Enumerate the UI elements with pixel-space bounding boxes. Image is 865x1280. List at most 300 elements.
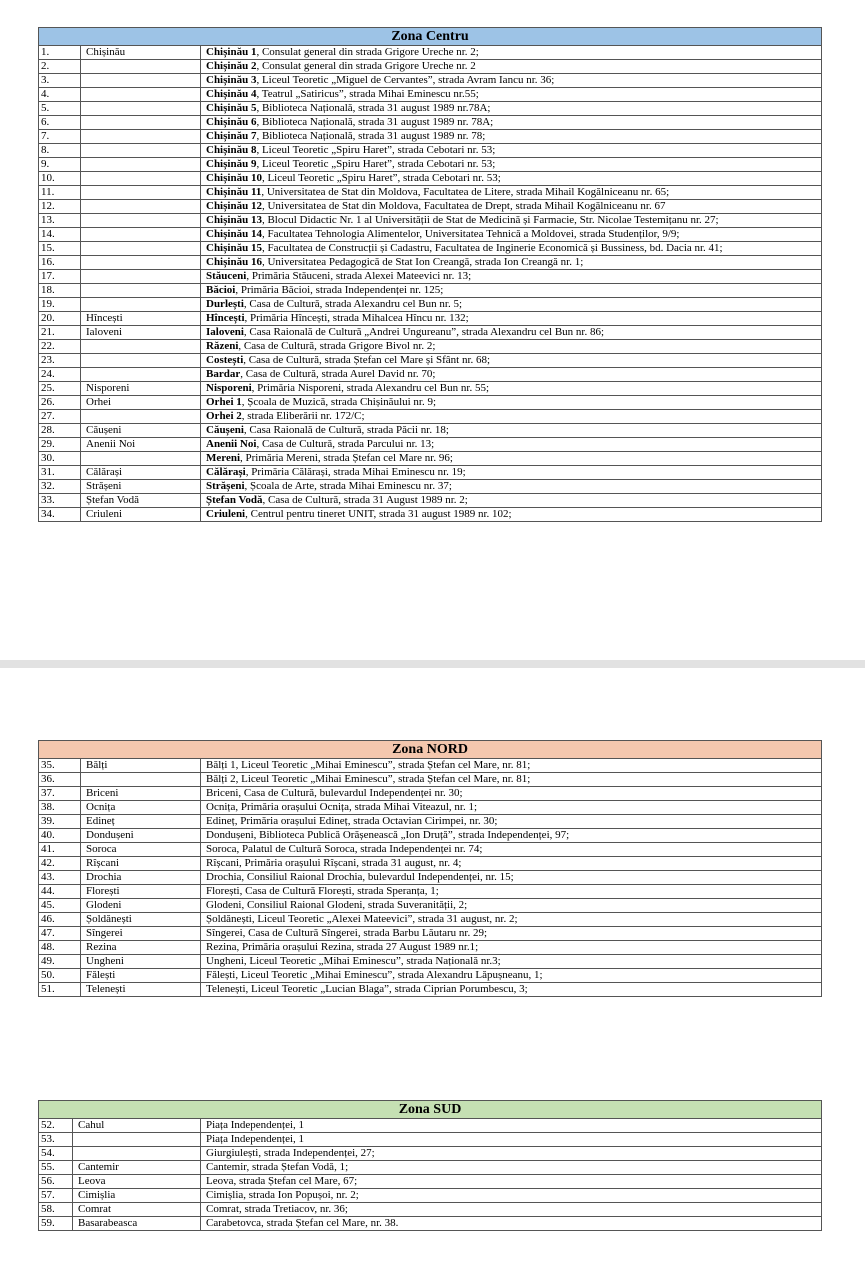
locality-cell xyxy=(81,172,201,186)
station-name: Criuleni xyxy=(206,508,246,520)
locality-cell: Șoldănești xyxy=(81,913,201,927)
station-name: Chișinău 15 xyxy=(206,242,262,254)
table-row xyxy=(39,200,822,214)
station-name: Chișinău 2 xyxy=(206,60,257,72)
table-row xyxy=(39,354,822,368)
address-cell: Briceni, Casa de Cultură, bulevardul Independenței nr. 30; xyxy=(201,787,822,801)
station-address: , Centrul pentru tineret UNIT, strada 31 august 1989 nr. 102; xyxy=(245,508,512,520)
row-number: 22. xyxy=(39,340,81,354)
table-row xyxy=(39,312,822,326)
locality-cell xyxy=(73,1133,201,1147)
station-name: Chișinău 11 xyxy=(206,186,262,198)
row-number: 33. xyxy=(39,494,81,508)
locality-cell: Edineț xyxy=(81,815,201,829)
address-cell: Cimișlia, strada Ion Popușoi, nr. 2; xyxy=(201,1189,822,1203)
locality-cell: Criuleni xyxy=(81,508,201,522)
address-cell xyxy=(201,270,822,284)
locality-cell xyxy=(81,298,201,312)
station-address: , Biblioteca Națională, strada 31 august 1989 nr.78A; xyxy=(256,102,491,114)
station-address: , Biblioteca Națională, strada 31 august 1989 nr. 78A; xyxy=(256,116,494,128)
station-name: Chișinău 12 xyxy=(206,200,262,212)
address-cell xyxy=(201,256,822,270)
table-row xyxy=(39,857,822,871)
table-row xyxy=(39,941,822,955)
locality-cell xyxy=(81,60,201,74)
table-row xyxy=(39,256,822,270)
row-number: 26. xyxy=(39,396,81,410)
row-number: 48. xyxy=(39,941,81,955)
table-row xyxy=(39,829,822,843)
address-cell xyxy=(201,494,822,508)
address-cell: Florești, Casa de Cultură Florești, strada Speranța, 1; xyxy=(201,885,822,899)
table-row xyxy=(39,913,822,927)
address-cell xyxy=(201,144,822,158)
station-name: Orhei 2 xyxy=(206,410,242,422)
locality-cell xyxy=(81,158,201,172)
locality-cell: Dondușeni xyxy=(81,829,201,843)
station-name: Chișinău 6 xyxy=(206,116,257,128)
address-cell: Dondușeni, Biblioteca Publică Orășenească „Ion Druță”, strada Independenței, 97; xyxy=(201,829,822,843)
row-number: 39. xyxy=(39,815,81,829)
row-number: 59. xyxy=(39,1217,73,1231)
row-number: 36. xyxy=(39,773,81,787)
row-number: 27. xyxy=(39,410,81,424)
page-divider xyxy=(0,660,865,668)
address-cell: Edineț, Primăria orașului Edineț, strada Octavian Cirimpei, nr. 30; xyxy=(201,815,822,829)
row-number: 18. xyxy=(39,284,81,298)
station-address: , Casa de Cultură, strada Grigore Bivol nr. 2; xyxy=(238,340,436,352)
table-row xyxy=(39,368,822,382)
table-row xyxy=(39,452,822,466)
address-cell: Giurgiulești, strada Independenței, 27; xyxy=(201,1147,822,1161)
station-name: Anenii Noi xyxy=(206,438,257,450)
station-address: , Consulat general din strada Grigore Ureche nr. 2 xyxy=(256,60,476,72)
table-row xyxy=(39,1133,822,1147)
table-row xyxy=(39,284,822,298)
row-number: 20. xyxy=(39,312,81,326)
address-cell xyxy=(201,172,822,186)
station-address: , Școala de Muzică, strada Chișinăului nr. 9; xyxy=(241,396,437,408)
station-address: , Liceul Teoretic „Spiru Haret”, strada Cebotari nr. 53; xyxy=(261,172,501,184)
row-number: 47. xyxy=(39,927,81,941)
address-cell xyxy=(201,382,822,396)
row-number: 55. xyxy=(39,1161,73,1175)
address-cell xyxy=(201,214,822,228)
address-cell: Ocnița, Primăria orașului Ocnița, strada Mihai Viteazul, nr. 1; xyxy=(201,801,822,815)
address-cell: Cantemir, strada Ștefan Vodă, 1; xyxy=(201,1161,822,1175)
station-address: , Școala de Arte, strada Mihai Eminescu nr. 37; xyxy=(244,480,452,492)
table-row xyxy=(39,773,822,787)
station-name: Chișinău 9 xyxy=(206,158,257,170)
address-cell xyxy=(201,102,822,116)
station-name: Mereni xyxy=(206,452,241,464)
row-number: 24. xyxy=(39,368,81,382)
table-row xyxy=(39,885,822,899)
station-name: Chișinău 13 xyxy=(206,214,262,226)
locality-cell: Cantemir xyxy=(73,1161,201,1175)
table-row xyxy=(39,494,822,508)
locality-cell xyxy=(81,270,201,284)
locality-cell: Ialoveni xyxy=(81,326,201,340)
station-name: Chișinău 16 xyxy=(206,256,262,268)
station-address: , Primăria Nisporeni, strada Alexandru cel Bun nr. 55; xyxy=(251,382,490,394)
locality-cell xyxy=(81,340,201,354)
row-number: 50. xyxy=(39,969,81,983)
row-number: 35. xyxy=(39,759,81,773)
table-row xyxy=(39,172,822,186)
table-row xyxy=(39,214,822,228)
locality-cell: Orhei xyxy=(81,396,201,410)
table-row xyxy=(39,955,822,969)
station-address: , Casa de Cultură, strada Aurel David nr. 70; xyxy=(240,368,436,380)
row-number: 10. xyxy=(39,172,81,186)
row-number: 29. xyxy=(39,438,81,452)
row-number: 23. xyxy=(39,354,81,368)
address-cell: Fălești, Liceul Teoretic „Mihai Eminescu”, strada Alexandru Lăpușneanu, 1; xyxy=(201,969,822,983)
address-cell xyxy=(201,424,822,438)
zone-centru-title: Zona Centru xyxy=(39,28,822,46)
table-row xyxy=(39,326,822,340)
locality-cell xyxy=(73,1147,201,1161)
row-number: 4. xyxy=(39,88,81,102)
row-number: 44. xyxy=(39,885,81,899)
address-cell: Rezina, Primăria orașului Rezina, strada 27 August 1989 nr.1; xyxy=(201,941,822,955)
address-cell xyxy=(201,326,822,340)
station-name: Costești xyxy=(206,354,244,366)
locality-cell: Florești xyxy=(81,885,201,899)
locality-cell xyxy=(81,88,201,102)
table-row xyxy=(39,843,822,857)
locality-cell: Ungheni xyxy=(81,955,201,969)
row-number: 42. xyxy=(39,857,81,871)
table-row xyxy=(39,508,822,522)
zone-nord-table xyxy=(38,740,822,997)
locality-cell xyxy=(81,102,201,116)
address-cell: Piața Independenței, 1 xyxy=(201,1133,822,1147)
row-number: 3. xyxy=(39,74,81,88)
station-name: Orhei 1 xyxy=(206,396,242,408)
locality-cell: Strășeni xyxy=(81,480,201,494)
locality-cell xyxy=(81,773,201,787)
address-cell xyxy=(201,158,822,172)
station-name: Chișinău 10 xyxy=(206,172,262,184)
station-name: Nisporeni xyxy=(206,382,252,394)
locality-cell xyxy=(81,228,201,242)
station-address: , Liceul Teoretic „Miguel de Cervantes”, strada Avram Iancu nr. 36; xyxy=(256,74,555,86)
row-number: 41. xyxy=(39,843,81,857)
locality-cell: Glodeni xyxy=(81,899,201,913)
station-address: , Casa de Cultură, strada Ștefan cel Mare și Sfânt nr. 68; xyxy=(243,354,491,366)
address-cell xyxy=(201,242,822,256)
table-row xyxy=(39,1203,822,1217)
address-cell: Soroca, Palatul de Cultură Soroca, strada Independenței nr. 74; xyxy=(201,843,822,857)
row-number: 25. xyxy=(39,382,81,396)
table-row xyxy=(39,102,822,116)
address-cell: Drochia, Consiliul Raional Drochia, bulevardul Independenței, nr. 15; xyxy=(201,871,822,885)
row-number: 9. xyxy=(39,158,81,172)
locality-cell: Anenii Noi xyxy=(81,438,201,452)
locality-cell xyxy=(81,354,201,368)
table-row xyxy=(39,130,822,144)
table-row xyxy=(39,927,822,941)
table-row xyxy=(39,186,822,200)
row-number: 14. xyxy=(39,228,81,242)
station-address: , Liceul Teoretic „Spiru Haret”, strada Cebotari nr. 53; xyxy=(256,158,496,170)
station-address: , Casa de Cultură, strada Parcului nr. 13; xyxy=(256,438,435,450)
station-name: Chișinău 3 xyxy=(206,74,257,86)
table-row xyxy=(39,1175,822,1189)
row-number: 30. xyxy=(39,452,81,466)
address-cell xyxy=(201,508,822,522)
station-name: Răzeni xyxy=(206,340,239,352)
station-name: Durlești xyxy=(206,298,244,310)
station-address: , Teatrul „Satiricus”, strada Mihai Eminescu nr.55; xyxy=(256,88,479,100)
address-cell xyxy=(201,46,822,60)
locality-cell xyxy=(81,74,201,88)
table-row xyxy=(39,815,822,829)
locality-cell xyxy=(81,368,201,382)
address-cell: Bălți 2, Liceul Teoretic „Mihai Eminescu”, strada Ștefan cel Mare, nr. 81; xyxy=(201,773,822,787)
address-cell xyxy=(201,186,822,200)
locality-cell: Rîșcani xyxy=(81,857,201,871)
station-address: , Casa de Cultură, strada 31 August 1989 nr. 2; xyxy=(262,494,468,506)
address-cell: Piața Independenței, 1 xyxy=(201,1119,822,1133)
locality-cell xyxy=(81,452,201,466)
station-address: , Primăria Băcioi, strada Independenței nr. 125; xyxy=(235,284,444,296)
address-cell xyxy=(201,410,822,424)
station-address: , strada Eliberării nr. 172/C; xyxy=(241,410,365,422)
table-row xyxy=(39,242,822,256)
address-cell: Glodeni, Consiliul Raional Glodeni, strada Suveranității, 2; xyxy=(201,899,822,913)
address-cell xyxy=(201,88,822,102)
station-address: , Primăria Călărași, strada Mihai Eminescu nr. 19; xyxy=(245,466,466,478)
locality-cell xyxy=(81,130,201,144)
table-row xyxy=(39,298,822,312)
locality-cell xyxy=(81,116,201,130)
table-row xyxy=(39,480,822,494)
address-cell: Telenești, Liceul Teoretic „Lucian Blaga”, strada Ciprian Porumbescu, 3; xyxy=(201,983,822,997)
station-name: Hîncești xyxy=(206,312,245,324)
table-row xyxy=(39,899,822,913)
locality-cell: Fălești xyxy=(81,969,201,983)
locality-cell: Rezina xyxy=(81,941,201,955)
row-number: 34. xyxy=(39,508,81,522)
address-cell: Bălți 1, Liceul Teoretic „Mihai Eminescu”, strada Ștefan cel Mare, nr. 81; xyxy=(201,759,822,773)
table-row xyxy=(39,438,822,452)
table-row xyxy=(39,116,822,130)
table-row xyxy=(39,1119,822,1133)
station-address: , Universitatea Pedagogică de Stat Ion Creangă, strada Ion Creangă nr. 1; xyxy=(261,256,584,268)
address-cell xyxy=(201,74,822,88)
table-row xyxy=(39,759,822,773)
station-name: Călărași xyxy=(206,466,246,478)
address-cell xyxy=(201,340,822,354)
table-row xyxy=(39,801,822,815)
row-number: 57. xyxy=(39,1189,73,1203)
station-name: Chișinău 7 xyxy=(206,130,257,142)
station-address: , Primăria Stăuceni, strada Alexei Mateevici nr. 13; xyxy=(246,270,472,282)
locality-cell: Basarabeasca xyxy=(73,1217,201,1231)
station-address: , Facultatea de Construcții și Cadastru, Facultatea de Inginerie Economică și Bussiness, bd. Dacia nr. 41; xyxy=(261,242,723,254)
row-number: 52. xyxy=(39,1119,73,1133)
station-address: , Blocul Didactic Nr. 1 al Universității de Stat de Medicină și Farmacie, Str. Nicolae Testemițanu nr. 27; xyxy=(261,214,719,226)
row-number: 40. xyxy=(39,829,81,843)
table-row xyxy=(39,1161,822,1175)
locality-cell: Soroca xyxy=(81,843,201,857)
address-cell xyxy=(201,354,822,368)
zone-sud-rows xyxy=(39,1119,822,1231)
row-number: 56. xyxy=(39,1175,73,1189)
address-cell xyxy=(201,368,822,382)
table-row xyxy=(39,969,822,983)
row-number: 21. xyxy=(39,326,81,340)
table-row xyxy=(39,88,822,102)
address-cell: Rîșcani, Primăria orașului Rîșcani, strada 31 august, nr. 4; xyxy=(201,857,822,871)
row-number: 49. xyxy=(39,955,81,969)
address-cell xyxy=(201,312,822,326)
row-number: 11. xyxy=(39,186,81,200)
row-number: 6. xyxy=(39,116,81,130)
station-address: , Primăria Hîncești, strada Mihalcea Hîncu nr. 132; xyxy=(244,312,469,324)
station-name: Ștefan Vodă xyxy=(206,494,263,506)
table-row xyxy=(39,158,822,172)
locality-cell: Comrat xyxy=(73,1203,201,1217)
table-row xyxy=(39,410,822,424)
station-name: Chișinău 5 xyxy=(206,102,257,114)
row-number: 38. xyxy=(39,801,81,815)
station-address: , Casa Raională de Cultură „Andrei Ungureanu”, strada Alexandru cel Bun nr. 86; xyxy=(243,326,605,338)
address-cell xyxy=(201,228,822,242)
address-cell xyxy=(201,438,822,452)
station-address: , Facultatea Tehnologia Alimentelor, Universitatea Tehnică a Moldovei, strada Studenților, 9/9; xyxy=(261,228,680,240)
address-cell: Comrat, strada Tretiacov, nr. 36; xyxy=(201,1203,822,1217)
locality-cell xyxy=(81,200,201,214)
table-row xyxy=(39,270,822,284)
locality-cell: Hîncești xyxy=(81,312,201,326)
table-row xyxy=(39,466,822,480)
locality-cell xyxy=(81,242,201,256)
locality-cell xyxy=(81,410,201,424)
row-number: 1. xyxy=(39,46,81,60)
row-number: 17. xyxy=(39,270,81,284)
locality-cell: Drochia xyxy=(81,871,201,885)
station-name: Strășeni xyxy=(206,480,245,492)
station-name: Băcioi xyxy=(206,284,236,296)
row-number: 2. xyxy=(39,60,81,74)
row-number: 37. xyxy=(39,787,81,801)
table-row xyxy=(39,396,822,410)
station-address: , Casa de Cultură, strada Alexandru cel Bun nr. 5; xyxy=(243,298,463,310)
locality-cell: Căușeni xyxy=(81,424,201,438)
station-address: , Primăria Mereni, strada Ștefan cel Mare nr. 96; xyxy=(240,452,453,464)
table-row xyxy=(39,382,822,396)
row-number: 16. xyxy=(39,256,81,270)
address-cell xyxy=(201,480,822,494)
table-row xyxy=(39,74,822,88)
station-name: Căușeni xyxy=(206,424,244,436)
row-number: 7. xyxy=(39,130,81,144)
locality-cell xyxy=(81,284,201,298)
address-cell xyxy=(201,298,822,312)
address-cell xyxy=(201,466,822,480)
address-cell xyxy=(201,284,822,298)
station-name: Bardar xyxy=(206,368,241,380)
row-number: 31. xyxy=(39,466,81,480)
locality-cell: Telenești xyxy=(81,983,201,997)
station-address: , Universitatea de Stat din Moldova, Facultatea de Litere, strada Mihail Kogălniceanu nr. 65; xyxy=(261,186,670,198)
table-row xyxy=(39,60,822,74)
station-name: Ialoveni xyxy=(206,326,244,338)
station-name: Chișinău 8 xyxy=(206,144,257,156)
row-number: 8. xyxy=(39,144,81,158)
locality-cell: Ștefan Vodă xyxy=(81,494,201,508)
zone-centru-rows xyxy=(39,46,822,522)
table-row xyxy=(39,228,822,242)
locality-cell xyxy=(81,144,201,158)
station-name: Stăuceni xyxy=(206,270,247,282)
locality-cell: Briceni xyxy=(81,787,201,801)
table-row xyxy=(39,1189,822,1203)
row-number: 54. xyxy=(39,1147,73,1161)
table-row xyxy=(39,871,822,885)
locality-cell xyxy=(81,256,201,270)
table-row xyxy=(39,787,822,801)
station-address: , Biblioteca Națională, strada 31 august 1989 nr. 78; xyxy=(256,130,486,142)
station-name: Chișinău 4 xyxy=(206,88,257,100)
address-cell xyxy=(201,116,822,130)
table-row xyxy=(39,1147,822,1161)
row-number: 46. xyxy=(39,913,81,927)
row-number: 5. xyxy=(39,102,81,116)
table-row xyxy=(39,144,822,158)
row-number: 19. xyxy=(39,298,81,312)
locality-cell xyxy=(81,186,201,200)
row-number: 43. xyxy=(39,871,81,885)
table-row xyxy=(39,340,822,354)
address-cell xyxy=(201,396,822,410)
station-address: , Consulat general din strada Grigore Ureche nr. 2; xyxy=(256,46,479,58)
zone-sud-table xyxy=(38,1100,822,1231)
station-name: Chișinău 1 xyxy=(206,46,257,58)
address-cell: Șoldănești, Liceul Teoretic „Alexei Mateevici”, strada 31 august, nr. 2; xyxy=(201,913,822,927)
row-number: 58. xyxy=(39,1203,73,1217)
row-number: 53. xyxy=(39,1133,73,1147)
table-row xyxy=(39,983,822,997)
address-cell xyxy=(201,200,822,214)
address-cell: Sîngerei, Casa de Cultură Sîngerei, strada Barbu Lăutaru nr. 29; xyxy=(201,927,822,941)
zone-sud-title: Zona SUD xyxy=(39,1101,822,1119)
locality-cell: Cahul xyxy=(73,1119,201,1133)
locality-cell: Leova xyxy=(73,1175,201,1189)
locality-cell: Bălți xyxy=(81,759,201,773)
station-address: , Casa Raională de Cultură, strada Păcii nr. 18; xyxy=(243,424,449,436)
row-number: 45. xyxy=(39,899,81,913)
address-cell xyxy=(201,452,822,466)
row-number: 13. xyxy=(39,214,81,228)
address-cell: Carabetovca, strada Ștefan cel Mare, nr. 38. xyxy=(201,1217,822,1231)
locality-cell: Sîngerei xyxy=(81,927,201,941)
locality-cell xyxy=(81,214,201,228)
address-cell xyxy=(201,130,822,144)
row-number: 15. xyxy=(39,242,81,256)
station-name: Chișinău 14 xyxy=(206,228,262,240)
address-cell: Leova, strada Ștefan cel Mare, 67; xyxy=(201,1175,822,1189)
address-cell: Ungheni, Liceul Teoretic „Mihai Eminescu”, strada Națională nr.3; xyxy=(201,955,822,969)
table-row xyxy=(39,424,822,438)
locality-cell: Nisporeni xyxy=(81,382,201,396)
locality-cell: Cimișlia xyxy=(73,1189,201,1203)
address-cell xyxy=(201,60,822,74)
